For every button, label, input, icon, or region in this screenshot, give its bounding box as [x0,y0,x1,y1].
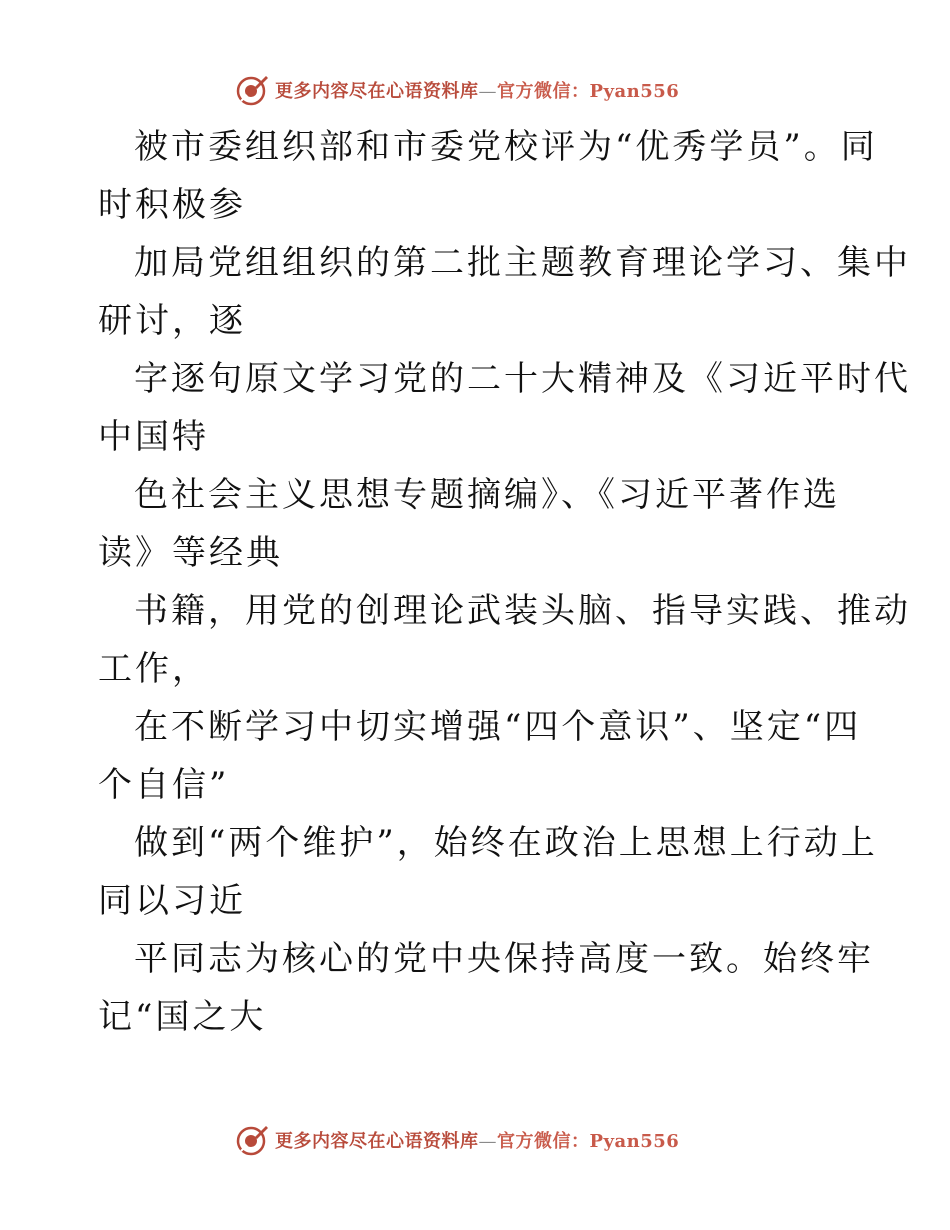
text-line: 书籍，用党的创理论武装头脑、指导实践、推动 [134,591,911,631]
text-line: 字逐句原文学习党的二十大精神及《习近平时代 [134,359,911,399]
text-line: 被市委组织部和市委党校评为“优秀学员”。同 [134,127,878,167]
pen-logo-icon [235,73,269,107]
text-line: 读》等经典 [98,533,283,573]
watermark-text [275,77,679,103]
text-line: 同以习近 [98,881,246,921]
text-line: 中国特 [98,417,209,457]
text-line: 个自信” [98,765,230,805]
pen-logo-icon [235,1123,269,1157]
watermark-brand: 更多内容尽在心语资料库 [275,1131,479,1152]
text-line: 工作， [98,649,209,689]
watermark-wechat: 官方微信：Pyan556 [497,81,680,102]
text-line: 色社会主义思想专题摘编》、《习近平著作选 [134,475,840,515]
watermark-wechat: 官方微信：Pyan556 [497,1131,680,1152]
text-line: 加局党组组织的第二批主题教育理论学习、集中 [134,243,911,283]
watermark-text [275,1127,679,1153]
text-line: 记“国之大 [98,997,267,1037]
text-line: 做到“两个维护”，始终在政治上思想上行动上 [134,823,878,863]
watermark-separator: — [478,1131,497,1152]
text-line: 研讨，逐 [98,301,246,341]
header-watermark [235,72,679,108]
footer-watermark [235,1122,679,1158]
text-line: 时积极参 [98,185,246,225]
document-body [98,118,911,1046]
text-line: 平同志为核心的党中央保持高度一致。始终牢 [134,939,874,979]
watermark-brand: 更多内容尽在心语资料库 [275,81,479,102]
watermark-separator: — [478,81,497,102]
text-line: 在不断学习中切实增强“四个意识”、坚定“四 [134,707,862,747]
